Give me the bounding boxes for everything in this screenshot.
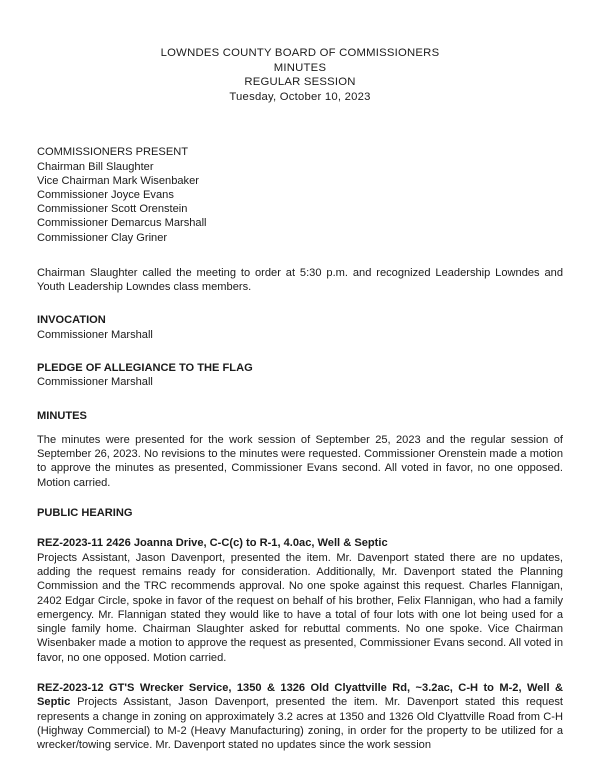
attendee-chairman: Chairman Bill Slaughter	[37, 160, 154, 173]
rez-2023-11-body: Projects Assistant, Jason Davenport, presented the item. Mr. Davenport stated there are no updates, adding the request remains ready for consideration. Additionally, Mr. Davenport stated the Planning Commission and the TRC recommends approval. No one spoke against this request. Charles Flannigan, 2402 Edgar Circle, spoke in favor of the request on behalf of his brother, Felix Flannigan, who had a family emergency. Mr. Flannigan stated they would like to have a total of four lots with one lot being used for a single family home. Chairman Slaughter asked for rebuttal comments. No one spoke. Vice Chairman Wisenbaker made a motion to approve the request as presented, Commissioner Evans second. All voted in favor, no one opposed. Motion carried.	[37, 551, 563, 664]
pledge-body: Commissioner Marshall	[37, 376, 153, 389]
attendee-commissioner-orenstein: Commissioner Scott Orenstein	[37, 203, 188, 216]
title-line-session-type: REGULAR SESSION	[244, 76, 356, 89]
title-line-document-type: MINUTES	[273, 61, 327, 74]
document-title-block	[37, 0, 563, 104]
rez-2023-12-heading: REZ-2023-12 GT'S Wrecker Service, 1350 & 1326 Old Clyattville Rd, ~3.2ac, C-H to M-2, Well & Septic	[37, 682, 563, 709]
pledge-heading: PLEDGE OF ALLEGIANCE TO THE FLAG	[37, 361, 253, 374]
rez-2023-11-heading: REZ-2023-11 2426 Joanna Drive, C-C(c) to R-1, 4.0ac, Well & Septic	[37, 537, 388, 550]
rez-2023-12-block	[37, 681, 563, 752]
attendee-commissioner-marshall: Commissioner Demarcus Marshall	[37, 217, 207, 230]
attendee-vice-chairman: Vice Chairman Mark Wisenbaker	[37, 174, 199, 187]
attendee-commissioner-griner: Commissioner Clay Griner	[37, 231, 168, 244]
minutes-heading: MINUTES	[37, 409, 87, 422]
commissioners-present-section	[37, 145, 563, 244]
commissioners-present-heading: COMMISSIONERS PRESENT	[37, 146, 189, 159]
attendee-commissioner-evans: Commissioner Joyce Evans	[37, 188, 174, 201]
title-line-date: Tuesday, October 10, 2023	[229, 90, 371, 103]
rez-2023-12-body: Projects Assistant, Jason Davenport, presented the item. Mr. Davenport stated this request represents a change in zoning on approximately 3.2 acres at 1350 and 1326 Old Clyattville Road from C-H (Highway Commercial) to M-2 (Heavy Manufacturing) zoning, in order for the property to be utilized for a wrecker/towing service. Mr. Davenport stated no updates since the work session	[37, 696, 563, 752]
public-hearing-heading: PUBLIC HEARING	[37, 507, 133, 520]
invocation-body: Commissioner Marshall	[37, 328, 153, 341]
invocation-heading: INVOCATION	[37, 314, 106, 327]
call-to-order-paragraph: Chairman Slaughter called the meeting to order at 5:30 p.m. and recognized Leadership Lowndes and Youth Leadership Lowndes class members.	[37, 266, 563, 294]
title-line-organization: LOWNDES COUNTY BOARD OF COMMISSIONERS	[160, 47, 440, 59]
minutes-body: The minutes were presented for the work session of September 25, 2023 and the regular session of September 26, 2023. No revisions to the minutes were requested. Commissioner Orenstein made a motion to approve the minutes as presented, Commissioner Evans second. All voted in favor, no one opposed. Motion carried.	[37, 433, 563, 489]
